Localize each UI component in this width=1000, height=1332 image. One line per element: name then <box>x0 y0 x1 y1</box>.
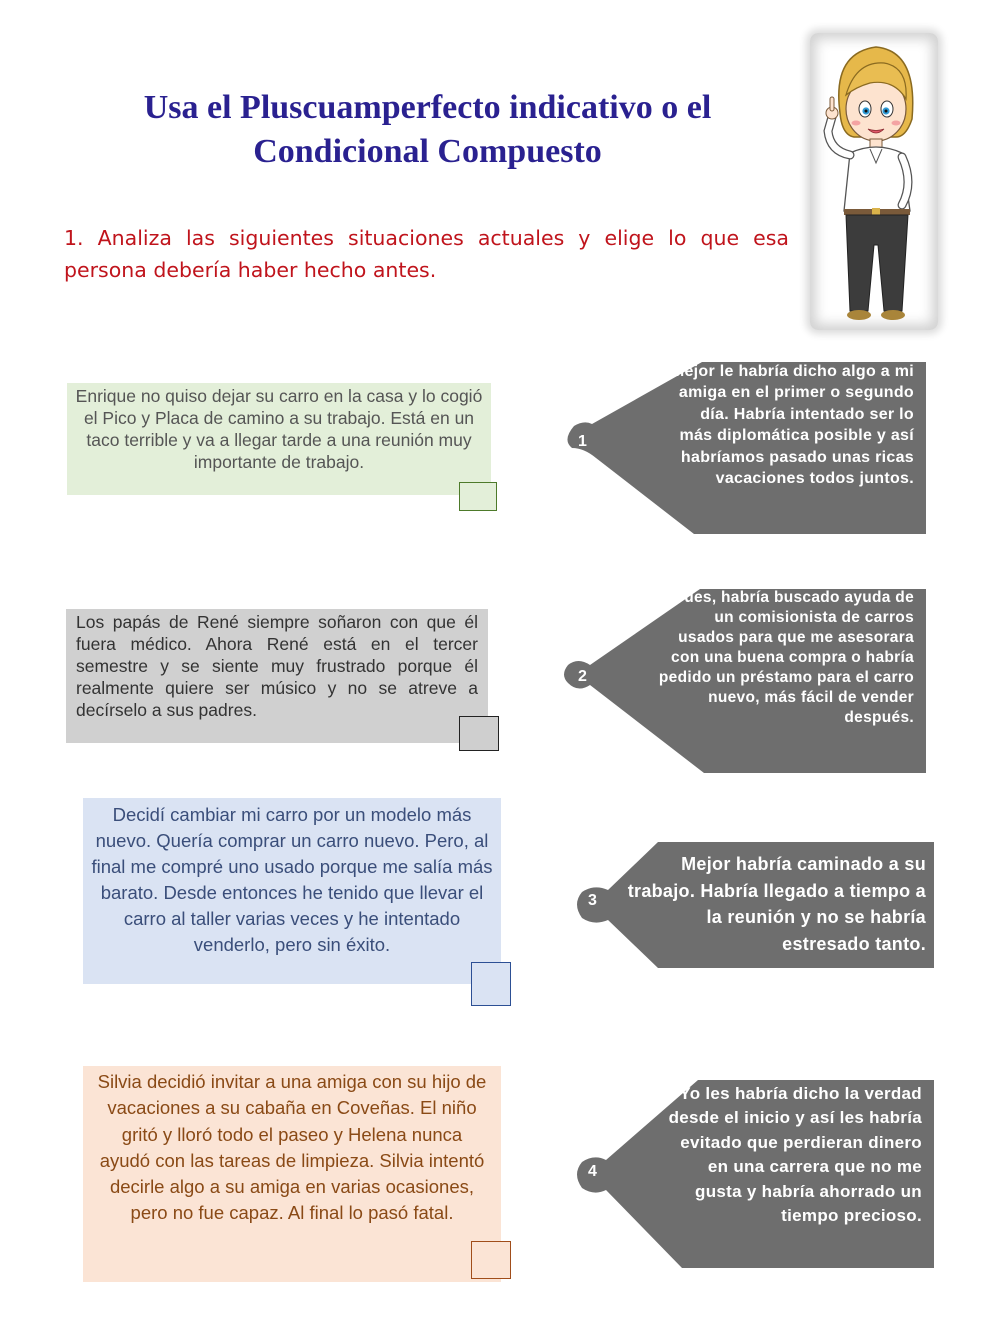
instruction-line-2: persona debería haber hecho antes. <box>64 258 437 282</box>
situation-box-3 <box>83 798 501 984</box>
option-card-3[interactable] <box>572 840 934 968</box>
teacher-illustration <box>810 33 938 330</box>
situation-box-4 <box>83 1066 501 1282</box>
option-text-1: Mejor le habría dicho algo a mi amiga en el primer o segundo día. Habría intentado ser lo más diplomática posible y así habríamos pasado unas ricas vacaciones todos juntos. <box>670 363 914 488</box>
answer-box-1[interactable] <box>459 482 497 511</box>
option-card-1[interactable] <box>562 360 926 534</box>
situation-text-3: Decidí cambiar mi carro por un modelo más nuevo. Quería comprar un carro nuevo. Pero, al final me compré uno usado porque me salía más barato. Desde entonces he tenido que llevar el carro al taller varias veces y he intentado venderlo, pero sin éxito. <box>91 804 493 955</box>
page-title <box>70 86 785 174</box>
option-text-4: Yo les habría dicho la verdad desde el inicio y así les habría evitado que perdieran dinero en una carrera que no me gusta y habría ahorrado un tiempo precioso. <box>668 1084 922 1226</box>
situation-box-1 <box>67 383 491 495</box>
option-card-4[interactable] <box>572 1078 934 1268</box>
situation-text-2: Los papás de René siempre soñaron con que él fuera médico. Ahora René está en el tercer semestre y se siente muy frustrado porque él realmente quiere ser músico y no se atreve a decírselo a sus padres. <box>76 612 478 720</box>
answer-box-2[interactable] <box>459 716 499 751</box>
instruction <box>64 222 789 286</box>
instruction-line-1: 1. Analiza las siguientes situaciones actuales y elige lo que esa <box>64 226 789 250</box>
teacher-pointing-icon <box>810 33 938 330</box>
situation-box-2 <box>66 609 488 743</box>
title-line-1: Usa el Pluscuamperfecto indicativo o el <box>143 89 712 126</box>
option-number-4: 4 <box>588 1163 597 1180</box>
option-text-3: Mejor habría caminado a su trabajo. Habría llegado a tiempo a la reunión y no se habría estresado tanto. <box>627 854 926 954</box>
option-text-2: Pues, habría buscado ayuda de un comisionista de carros usados para que me asesorara con una buena compra o habría pedido un préstamo para el carro nuevo, más fácil de vender después. <box>658 589 914 726</box>
option-number-1: 1 <box>578 433 587 450</box>
title-line-2: Condicional Compuesto <box>253 133 602 170</box>
situation-text-1: Enrique no quiso dejar su carro en la casa y lo cogió el Pico y Placa de camino a su trabajo. Está en un taco terrible y va a llegar tarde a una reunión muy importante de trabajo. <box>75 386 483 472</box>
answer-box-3[interactable] <box>471 962 511 1006</box>
option-number-3: 3 <box>588 892 597 909</box>
answer-box-4[interactable] <box>471 1241 511 1279</box>
option-card-2[interactable] <box>560 587 926 773</box>
option-number-2: 2 <box>578 668 587 685</box>
situation-text-4: Silvia decidió invitar a una amiga con su hijo de vacaciones a su cabaña en Coveñas. El niño gritó y lloró todo el paseo y Helena nunca ayudó con las tareas de limpieza. Silvia intentó decirle algo a su amiga en varias ocasiones, pero no fue capaz. Al final lo pasó fatal. <box>97 1071 487 1224</box>
